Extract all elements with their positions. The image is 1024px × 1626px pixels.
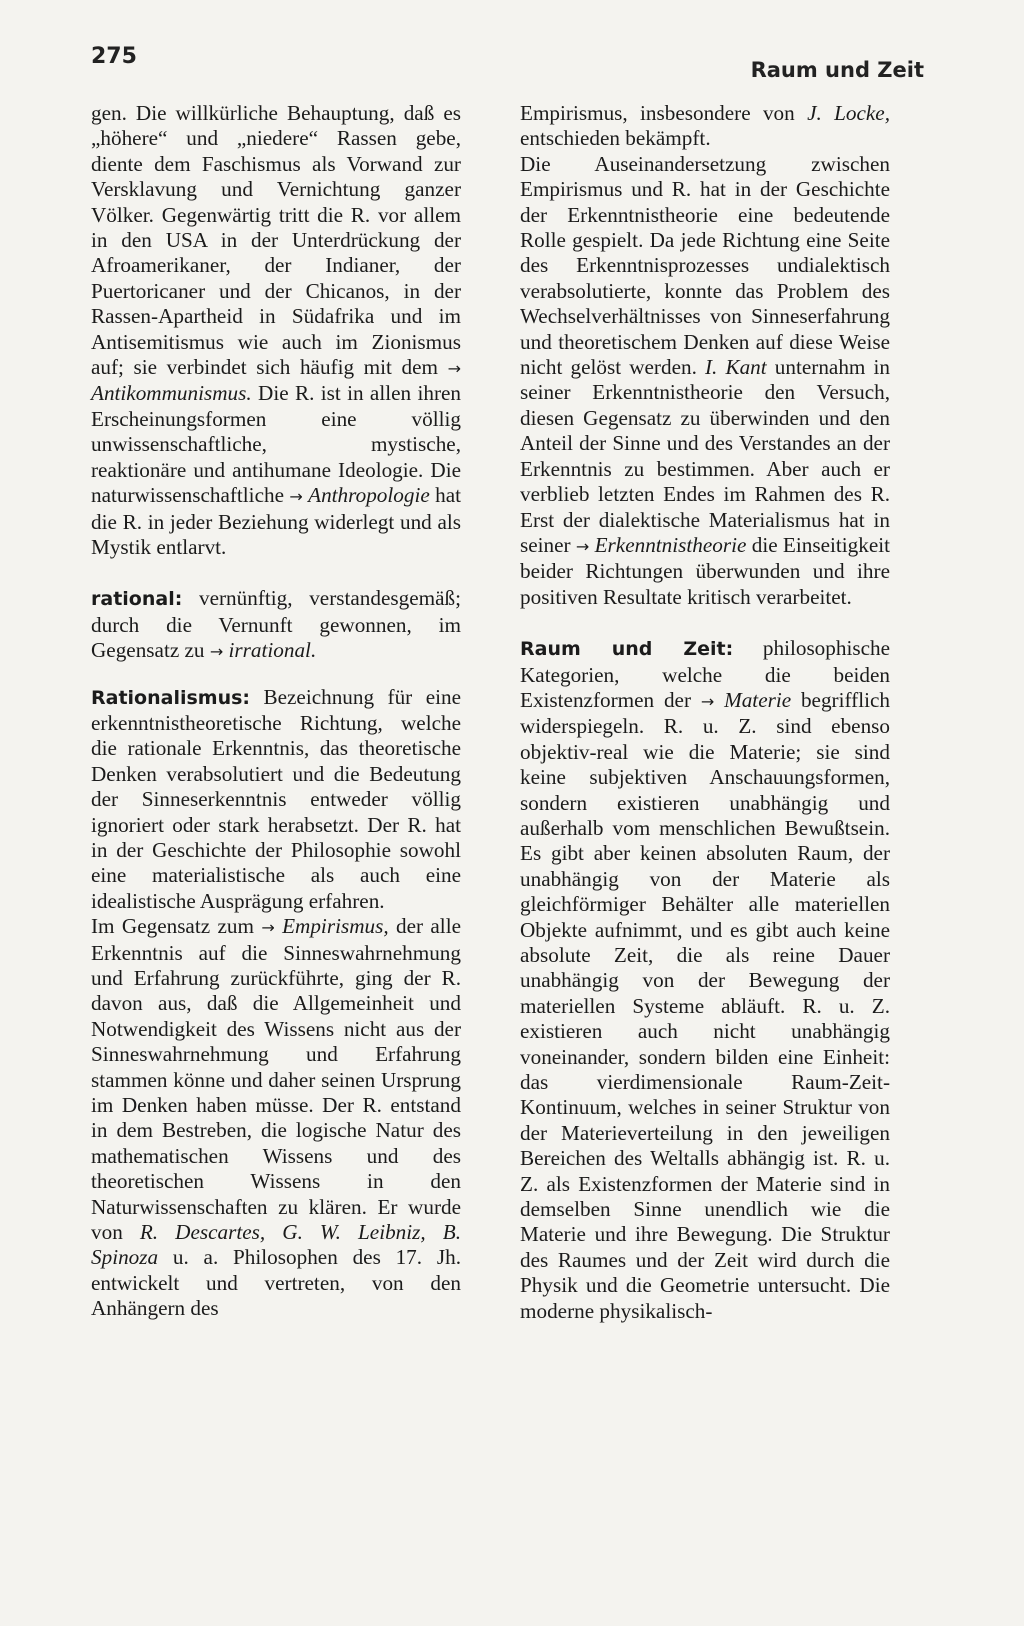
paragraph-auseinandersetzung	[520, 152, 890, 610]
text-segment: Die Auseinandersetzung zwischen Empirismus und R. hat in der Geschichte der Erkenntnistheorie eine bedeutende Rolle gespielt. Da jede Richtung eine Seite des Erkenntnisprozesses undialektisch verabsolutierte, konnte das Problem des Wechselverhältnisses von Sinneserfahrung und theoretischem Denken auf diese Weise nicht gelöst werden.	[520, 151, 890, 380]
arrow-icon: →	[575, 536, 590, 556]
entry-raum-und-zeit	[520, 636, 890, 1324]
entry-term: rational:	[91, 588, 183, 611]
left-column	[91, 101, 461, 1322]
arrow-icon: →	[209, 642, 224, 662]
paragraph-rationalismus-2	[91, 914, 461, 1322]
arrow-icon: →	[289, 487, 303, 507]
right-column	[520, 101, 890, 1324]
cross-reference: Empirismus,	[282, 914, 389, 939]
cross-reference: Anthropologie	[308, 483, 430, 508]
text-segment: philosophische Kategorien, welche die beiden Existenzformen der	[520, 636, 891, 712]
text-segment: begrifflich widerspiegeln. R. u. Z. sind ebenso objektiv-real wie die Materie; sie sind keine subjektiven Anschauungsformen, sondern existieren unabhängig und außerhalb vom menschlichen Bewußtsein. Es gibt aber keinen absoluten Raum, der unabhängig von der Materie als gleichförmiger Behälter alle materiellen Objekte aufnimmt, und es gibt auch keine absolute Zeit, die als reine Dauer unabhängig von der Bewegung der materiellen Systeme abläuft. R. u. Z. existieren auch nicht unabhängig voneinander, sondern bilden eine Einheit: das vierdimensionale Raum-Zeit-Kontinuum, welches in seiner Struktur von der Materieverteilung in den jeweiligen Bereichen des Weltalls abhängig ist. R. u. Z. als Existenzformen der Materie sind in demselben Sinne unendlich wie die Materie und ihre Bewegung. Die Struktur des Raumes und der Zeit wird durch die Physik und die Geometrie untersucht. Die moderne physikalisch-	[520, 687, 890, 1323]
running-head: Raum und Zeit	[750, 58, 924, 82]
arrow-icon: →	[700, 691, 715, 711]
cross-reference: irrational.	[228, 638, 317, 663]
entry-rational	[91, 586, 461, 664]
text-segment: hat die R. in jeder Beziehung widerlegt und als Mystik entlarvt.	[91, 483, 461, 559]
paragraph-rassismus-end	[91, 101, 461, 560]
arrow-icon: →	[447, 359, 461, 379]
cross-reference: Erkenntnistheorie	[594, 532, 747, 557]
page-number: 275	[91, 44, 137, 69]
text-segment: die Einseitigkeit beider Richtungen überwunden und ihre positiven Resultate kritisch verarbeitet.	[520, 532, 891, 609]
cross-reference: I. Kant	[704, 355, 767, 380]
entry-term: Raum und Zeit:	[520, 638, 734, 661]
cross-reference: Antikommunismus.	[91, 381, 252, 406]
text-segment: unternahm in seiner Erkenntnistheorie den Versuch, diesen Gegensatz zu überwinden und den Anteil der Sinne und des Verstandes an der Erkenntnis zu bestimmen. Aber auch er verblieb letzten Endes im Rahmen des R. Erst der dialektische Materialismus hat in seiner	[520, 355, 890, 557]
entry-rationalismus	[91, 685, 461, 915]
text-segment: u. a. Philosophen des 17. Jh. entwickelt und vertreten, von den Anhängern des	[91, 1245, 461, 1321]
text-segment: gen. Die willkürliche Behauptung, daß es „höhere“ und „niedere“ Rassen gebe, diente dem Faschismus als Vorwand zur Versklavung und Vernichtung ganzer Völker. Gegenwärtig tritt die R. vor allem in den USA in der Unterdrückung der Afroamerikaner, der Indianer, der Puertoricaner und der Chicanos, in der Rassen-Apartheid in Südafrika und im Antisemitismus wie auch im Zionismus auf; sie verbindet sich häufig mit dem	[91, 101, 461, 380]
text-segment: Die R. ist in allen ihren Erscheinungsformen eine völlig unwissenschaftliche, mystische, reaktionäre und antihumane Ideologie. Die naturwissenschaftliche	[91, 381, 461, 508]
arrow-icon: →	[261, 918, 275, 938]
entry-term: Rationalismus:	[91, 686, 251, 709]
text-segment: vernünftig, verstandesgemäß; durch die Vernunft gewonnen, im Gegensatz zu	[91, 586, 461, 663]
cross-reference: J. Locke,	[807, 101, 890, 125]
text-segment: der alle Erkenntnis auf die Sinneswahrnehmung und Erfahrung zurückführte, ging der R. davon aus, daß die Allgemeinheit und Notwendigkeit des Wissens nicht aus der Sinneswahrnehmung und Erfahrung stammen könne und daher seinen Ursprung im Denken haben müsse. Der R. entstand in dem Bestreben, die logische Natur des mathematischen Wissens und des theoretischen Wissens in den Naturwissenschaften zu klären. Er wurde von	[91, 914, 461, 1245]
cross-reference: Materie	[724, 687, 792, 712]
text-segment: Bezeichnung für eine erkenntnistheoretische Richtung, welche die rationale Erkenntnis, das theoretische Denken verabsolutiert und die Bedeutung der Sinneserkenntnis entweder völlig ignoriert oder stark herabsetzt. Der R. hat in der Geschichte der Philosophie sowohl eine materialistische als auch eine idealistische Ausprägung erfahren.	[91, 684, 461, 913]
text-segment: entschieden bekämpft.	[520, 126, 711, 151]
text-segment: Empirismus, insbesondere von	[520, 101, 808, 125]
cross-reference: R. Descartes, G. W. Leibniz, B. Spinoza	[91, 1220, 462, 1270]
text-segment: Im Gegensatz zum	[91, 914, 262, 939]
paragraph-empirismus	[520, 101, 890, 152]
